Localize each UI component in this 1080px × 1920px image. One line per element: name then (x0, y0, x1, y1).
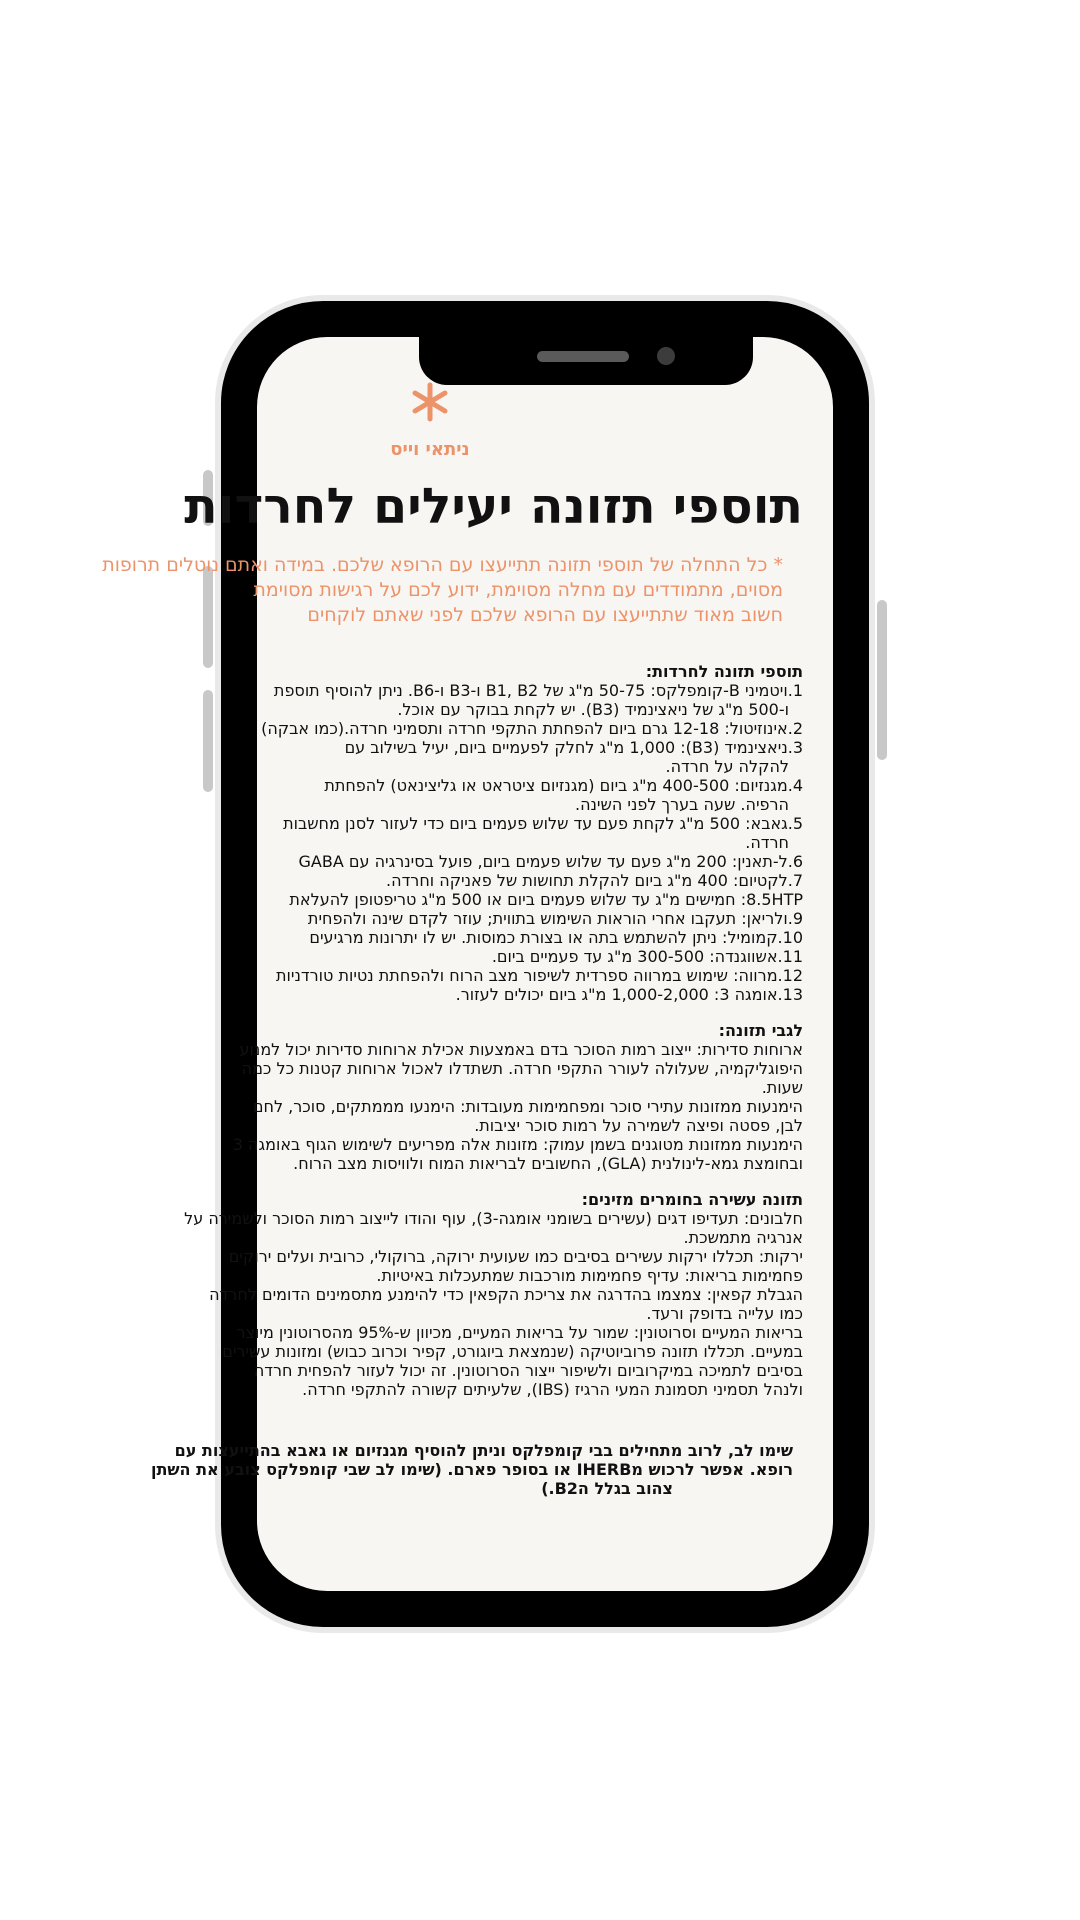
paragraph-line: אנרגיה מתמשכת. (683, 1228, 803, 1247)
list-item-line: 2.אינוזיטול: 12-18 גרם ביום להפחתת התקפי חרדה ותסמיני חרדה.(כמו אבקה) (261, 719, 803, 738)
list-item-line: 4.מגנזיום: 400-500 מ"ג ביום (מגנזיום ציטראט או גליצינאט) להפחתת (324, 776, 803, 795)
list-item (43, 909, 803, 928)
paragraph-line: במעיים. תכללו תזונה פרוביוטיקה (שנמצאת ביוגורט, קפיר וכרוב כבוש) ומזונות עשירים (222, 1342, 803, 1361)
paragraph-line: בריאות המעיים וסרוטונין: שמור על בריאות המעיים, מכיוון ש-95% מהסרוטונין מיוצר (236, 1323, 803, 1342)
supplements-list (43, 681, 803, 1004)
list-item (43, 871, 803, 890)
list-item (43, 985, 803, 1004)
speaker-grille (537, 351, 629, 362)
supplements-heading: תוספי תזונה לחרדות: (645, 662, 803, 681)
front-camera (657, 347, 675, 365)
note-line: רופא. אפשר לרכוש מIHERB או בסופר פארם. (שימו לב שבי קומפלקס צובע את השתן (150, 1460, 793, 1479)
list-item-line: 1.ויטמיני B-קומפלקס: 50-75 מ"ג של B1, B2 ו-B3 ו-B6. ניתן להוסיף תוספת (273, 681, 803, 700)
note-block (43, 1441, 793, 1498)
paragraph-line: ולנהל תסמיני תסמונת המעי הרגיז (IBS), שלעיתים קשורה להתקפי חרדה. (302, 1380, 803, 1399)
list-item-line: להקלה על חרדה. (665, 757, 789, 776)
list-item (43, 719, 803, 738)
list-item (43, 890, 803, 909)
paragraph-line: חלבונים: תעדיפו דגים (עשירים בשומני אומגה-3), עוף והודו לייצוב רמות הסוכר ולשמירה על (184, 1209, 803, 1228)
disclaimer-line: חשוב מאוד שתתייעצו עם הרופא שלכם לפני שאתם לוקחים (307, 604, 783, 626)
list-item-line: 9.ולריאן: תעקבו אחרי הוראות השימוש בתווית; עוזר לקדם שינה ולהפחית (307, 909, 803, 928)
list-item-line: 11.אשווגנדה: 300-500 מ"ג עד פעמיים ביום. (491, 947, 803, 966)
list-item-line: 10.קמומיל: ניתן להשתמש בתה או בצורת כמוסות. יש לו יתרונות מרגיעים (309, 928, 803, 947)
list-item-line: 7.לקטיום: 400 מ"ג ביום להקלת תחושות של פאניקה וחרדה. (386, 871, 803, 890)
power-button (877, 600, 887, 760)
phone-frame (102, 295, 875, 1633)
paragraph-line: פחמימות בריאות: עדיף פחמימות מורכבות שמתעכלות באיטיות. (376, 1266, 803, 1285)
list-item-line: ו-500 מ"ג של ניאצינמיד (B3). יש לקחת בבוקר עם אוכל. (397, 700, 789, 719)
nutrition-heading: לגבי תזונה: (718, 1021, 803, 1040)
paragraph-line: ובחומצת גמא-לינולנית (GLA), החשובים לבריאות המוח ולוויסות מצב הרוח. (293, 1154, 803, 1173)
note-line: שימו לב, לרוב מתחילים בבי קומפלקס וניתן להוסיף מגנזיום או גאבא בהתייעצות עם (174, 1441, 793, 1460)
paragraph-line: הימנעות ממזונות מטוגנים בשמן עמוק: מזונות אלה מפריעים לשימוש הגוף באומגה 3 (232, 1135, 803, 1154)
list-item-line: 5.גאבא: 500 מ"ג לקחת פעם עד שלוש פעמים ביום כדי לעזור לסנן מחשבות (283, 814, 803, 833)
list-item-line: 12.מרווה: שימוש במרווה ספרדית לשיפור מצב הרוח ולהפחתת נטיות טורדניות (276, 966, 803, 985)
list-item (43, 776, 803, 814)
list-item-line: 6.ל-תאנין: 200 מ"ג פעם עד שלוש פעמים ביום, פועל בסינרגיה עם GABA (298, 852, 803, 871)
paragraph-line: הגבלת קפאין: צמצמו בהדרגה את צריכת הקפאין כדי להימנע מתסמינים הדומים לחרדה (209, 1285, 803, 1304)
notch (419, 337, 753, 385)
brand-name: ניתאי וייס (390, 439, 470, 460)
list-item (43, 947, 803, 966)
disclaimer-line: * כל התחלה של תוספי תזונה תתייעצו עם הרופא שלכם. במידה ואתם נוטלים תרופות (102, 554, 783, 576)
paragraph-line: בסיבים לתמיכה במיקרוביום ולשיפור ייצור הסרוטונין. זה יכול לעזור להפחית חרדה (253, 1361, 803, 1380)
paragraph-line: הימנעות ממזונות עתירי סוכר ומפחמימות מעובדות: הימנעו מממתקים, סוכר, לחם (252, 1097, 803, 1116)
list-item (43, 738, 803, 776)
list-item (43, 681, 803, 719)
list-item-line: הרפיה. שעה בערך לפני השינה. (574, 795, 789, 814)
list-item-line: חרדה. (745, 833, 789, 852)
nutrient-rich-heading: תזונה עשירה בחומרים מזינים: (581, 1190, 803, 1209)
list-item (43, 852, 803, 871)
page-title: תוספי תזונה יעילים לחרדות (184, 478, 803, 535)
list-item (43, 814, 803, 852)
paragraph-line: היפוגליקמיה, שעלולה לעורר התקפי חרדה. תשתדלו לאכול ארוחות קטנות כל כמה (241, 1059, 803, 1078)
disclaimer-line: מסוים, מתמודדים עם מחלה מסוימת, ידוע לכם על רגישות מסוימת (253, 579, 783, 601)
article-content (43, 477, 803, 1498)
list-item (43, 928, 803, 947)
paragraph-line: כמו עלייה בדופק ורעד. (646, 1304, 803, 1323)
nutrient-rich-section (43, 1209, 803, 1399)
note-line: צהוב בגלל הB2.) (541, 1479, 673, 1498)
list-item (43, 966, 803, 985)
nutrition-section (43, 1040, 803, 1173)
paragraph-line: לבן, פסטה ופיצה לשמירה על רמות סוכר יציבות. (474, 1116, 803, 1135)
list-item-line: 13.אומגה 3: 1,000-2,000 מ"ג ביום יכולים לעזור. (455, 985, 803, 1004)
phone-screen (102, 337, 833, 1591)
paragraph-line: ארוחות סדירות: ייצוב רמות הסוכר בדם באמצעות אכילת ארוחות סדירות יכול למנוע (239, 1040, 803, 1059)
paragraph-line: ירקות: תכללו ירקות עשירים בסיבים כמו שעועית ירוקה, ברוקולי, כרובית ועלים ירוקים (228, 1247, 803, 1266)
paragraph-line: שעות. (761, 1078, 803, 1097)
disclaimer (43, 553, 783, 628)
list-item-line: 3.ניאצינמיד (B3): 1,000 מ"ג לחלק לפעמיים ביום, יעיל בשילוב עם (344, 738, 803, 757)
list-item-line: 8.5HTP: חמישים מ"ג עד שלוש פעמים ביום או 500 מ"ג טריפטופן להעלאת (289, 890, 803, 909)
asterisk-icon (410, 382, 450, 422)
